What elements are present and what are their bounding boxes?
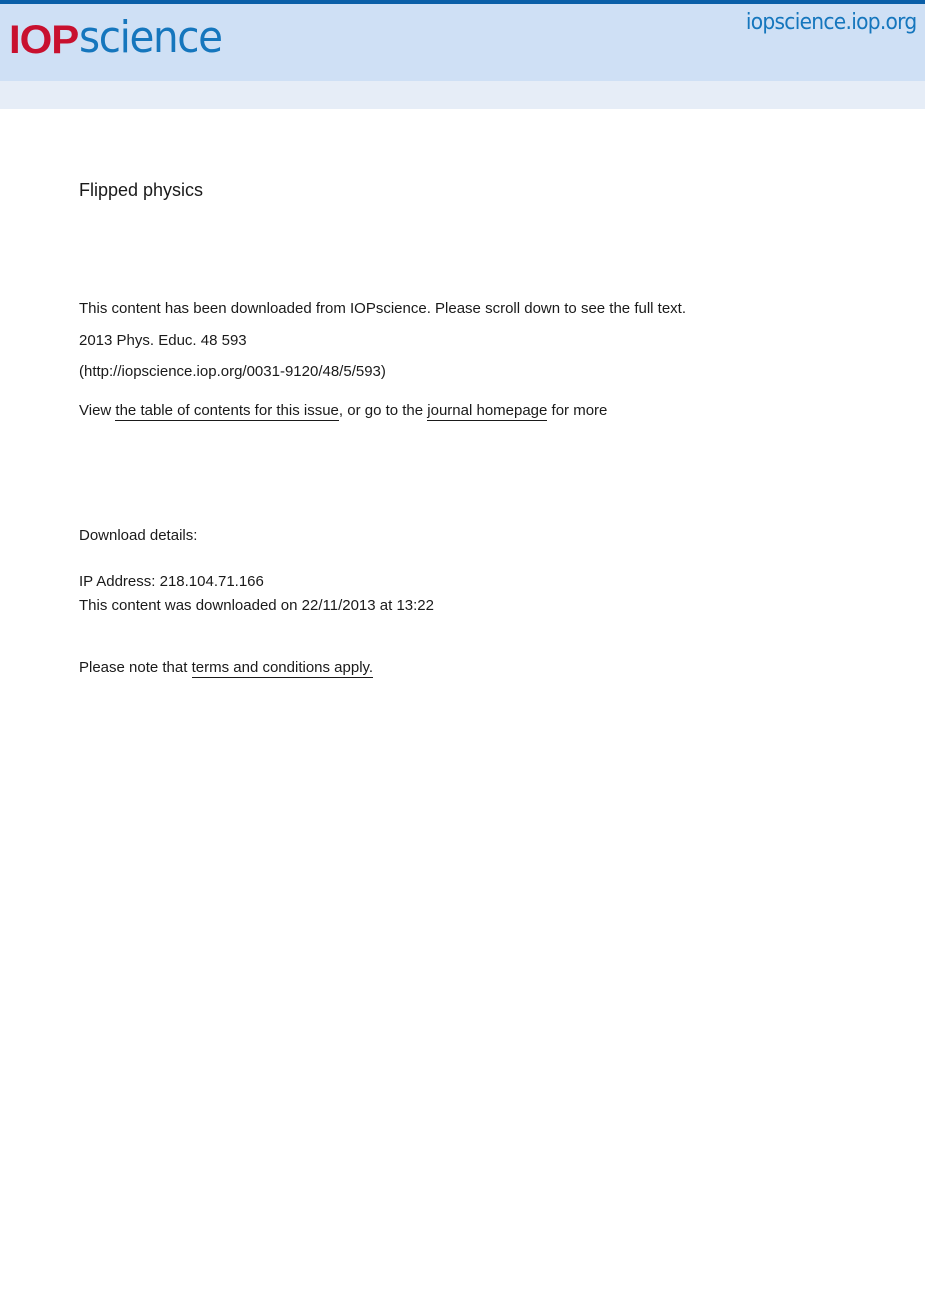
download-details-heading: Download details:	[79, 527, 198, 544]
journal-homepage-link[interactable]: journal homepage	[427, 402, 548, 419]
logo-science-text: science	[78, 12, 222, 63]
logo-iop-text: IOP	[9, 18, 79, 62]
view-links-line	[79, 402, 607, 419]
view-suffix: for more	[547, 402, 608, 419]
site-header	[0, 0, 925, 81]
article-title: Flipped physics	[79, 180, 204, 200]
view-prefix: View	[79, 402, 116, 419]
terms-line	[79, 659, 373, 676]
view-middle: , or go to the	[338, 402, 428, 419]
site-url-link[interactable]: iopscience.iop.org	[746, 10, 917, 35]
header-subbar	[0, 81, 925, 109]
table-of-contents-link[interactable]: the table of contents for this issue	[115, 402, 339, 419]
downloaded-on: This content was downloaded on 22/11/2013 at 13:22	[79, 597, 434, 614]
article-url: (http://iopscience.iop.org/0031-9120/48/5/593)	[79, 363, 386, 380]
download-notice: This content has been downloaded from IOPscience. Please scroll down to see the full text.	[79, 300, 687, 317]
terms-and-conditions-link[interactable]: terms and conditions apply.	[191, 659, 374, 676]
citation: 2013 Phys. Educ. 48 593	[79, 332, 247, 349]
terms-prefix: Please note that	[79, 659, 192, 676]
ip-address: IP Address: 218.104.71.166	[79, 573, 264, 590]
iopscience-logo[interactable]	[9, 10, 234, 63]
